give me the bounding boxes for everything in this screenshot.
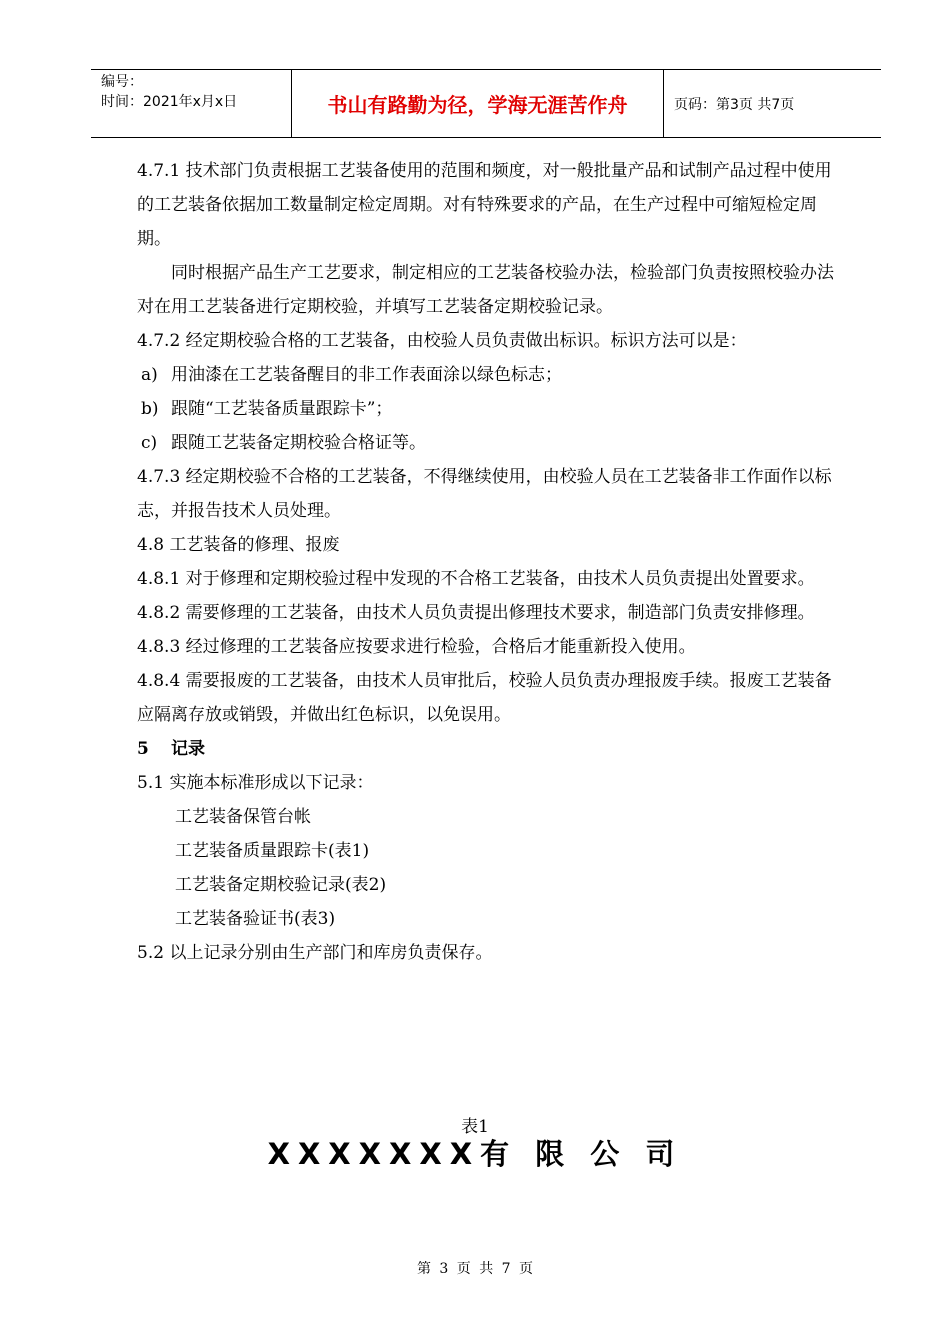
record-item: 工艺装备验证书(表3) (175, 909, 336, 929)
paragraph-4-8-3: 4.8.3 经过修理的工艺装备应按要求进行检验，合格后才能重新投入使用。 (137, 637, 696, 657)
list-item (137, 426, 842, 460)
paragraph-4-8-4: 4.8.4 需要报废的工艺装备，由技术人员审批后，校验人员负责办理报废手续。报废工艺装备应隔离存放或销毁，并做出红色标识，以免误用。 (137, 671, 832, 725)
header-meta (91, 70, 292, 137)
paragraph-4-7-1-cont: 同时根据产品生产工艺要求，制定相应的工艺装备校验办法，检验部门负责按照校验办法对在用工艺装备进行定期校验，并填写工艺装备定期校验记录。 (137, 263, 834, 317)
document-number-label: 编号： (101, 74, 143, 90)
paragraph-4-7-3: 4.7.3 经定期校验不合格的工艺装备，不得继续使用，由校验人员在工艺装备非工作面作以标志，并报告技术人员处理。 (137, 467, 832, 521)
page-header (91, 69, 881, 138)
paragraph-4-8-1: 4.8.1 对于修理和定期校验过程中发现的不合格工艺装备，由技术人员负责提出处置要求。 (137, 569, 815, 589)
heading-4-8: 4.8 工艺装备的修理、报废 (137, 535, 340, 555)
record-item: 工艺装备保管台帐 (175, 807, 311, 827)
section-5-heading (137, 732, 842, 766)
list-item-label: b) (141, 399, 159, 419)
record-item: 工艺装备定期校验记录(表2) (175, 875, 387, 895)
document-body (137, 154, 842, 970)
header-page-number: 页码：第3页 共7页 (674, 96, 795, 113)
list-item (137, 358, 842, 392)
paragraph-5-1: 5.1 实施本标准形成以下记录： (137, 773, 374, 793)
page-footer: 第 3 页 共 7 页 (416, 1261, 534, 1277)
document-time-label: 时间：2021年x月x日 (101, 94, 238, 110)
table-label: 表1 (461, 1117, 489, 1137)
list-item-label: c) (141, 433, 158, 453)
company-name: XXXXXXX有 限 公 司 (267, 1137, 683, 1171)
paragraph-4-8-2: 4.8.2 需要修理的工艺装备，由技术人员负责提出修理技术要求，制造部门负责安排修理。 (137, 603, 815, 623)
paragraph-5-2: 5.2 以上记录分别由生产部门和库房负责保存。 (137, 943, 493, 963)
list-item-text: 用油漆在工艺装备醒目的非工作表面涂以绿色标志； (171, 365, 562, 385)
paragraph-4-7-2: 4.7.2 经定期校验合格的工艺装备，由校验人员负责做出标识。标识方法可以是： (137, 331, 747, 351)
list-item-label: a) (141, 365, 158, 385)
section-title: 记录 (171, 739, 205, 759)
record-item: 工艺装备质量跟踪卡(表1) (175, 841, 370, 861)
header-motto: 书山有路勤为径，学海无涯苦作舟 (292, 70, 664, 137)
list-item (137, 392, 842, 426)
section-number: 5 (137, 739, 149, 759)
paragraph-4-7-1: 4.7.1 技术部门负责根据工艺装备使用的范围和频度，对一般批量产品和试制产品过程中使用的工艺装备依据加工数量制定检定周期。对有特殊要求的产品，在生产过程中可缩短检定周期。 (137, 161, 832, 249)
list-item-text: 跟随“工艺装备质量跟踪卡”； (171, 399, 393, 419)
list-item-text: 跟随工艺装备定期校验合格证等。 (171, 433, 426, 453)
